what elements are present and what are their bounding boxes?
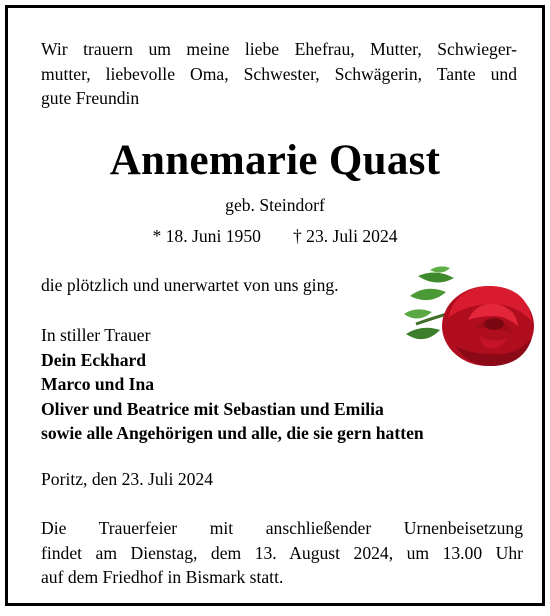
maiden-name: geb. Steindorf [225, 195, 325, 215]
obituary-notice [5, 5, 545, 606]
life-dates [8, 225, 542, 247]
intro-text [41, 37, 517, 111]
mourner-name: sowie alle Angehörigen und alle, die sie gern hatten [41, 423, 424, 444]
birth-date: * 18. Juni 1950 [152, 226, 261, 246]
death-date: † 23. Juli 2024 [292, 226, 398, 246]
mourner-name: Marco und Ina [41, 374, 155, 395]
deceased-name: Annemarie Quast [109, 137, 441, 184]
ceremony-line: findet am Dienstag, dem 13. August 2024, um 13.00 Uhr [41, 542, 523, 563]
place-date: Poritz, den 23. Juli 2024 [41, 469, 214, 489]
ceremony-text [41, 516, 523, 590]
intro-line: gute Freundin [41, 88, 140, 108]
mourner-name: Oliver und Beatrice mit Sebastian und Emilia [41, 398, 384, 419]
intro-line: mutter, liebevolle Oma, Schwester, Schwägerin, Tante und [41, 63, 517, 84]
mourners-intro: In stiller Trauer [41, 325, 151, 345]
ceremony-line: Die Trauerfeier mit anschließender Urnenbeisetzung [41, 518, 523, 538]
ceremony-line: auf dem Friedhof in Bismark statt. [41, 567, 284, 587]
passing-text: die plötzlich und unerwartet von uns ging. [41, 275, 339, 295]
intro-line: Wir trauern um meine liebe Ehefrau, Mutter, Schwieger- [41, 39, 517, 59]
mourners-block [41, 323, 424, 446]
mourner-name: Dein Eckhard [41, 349, 147, 370]
